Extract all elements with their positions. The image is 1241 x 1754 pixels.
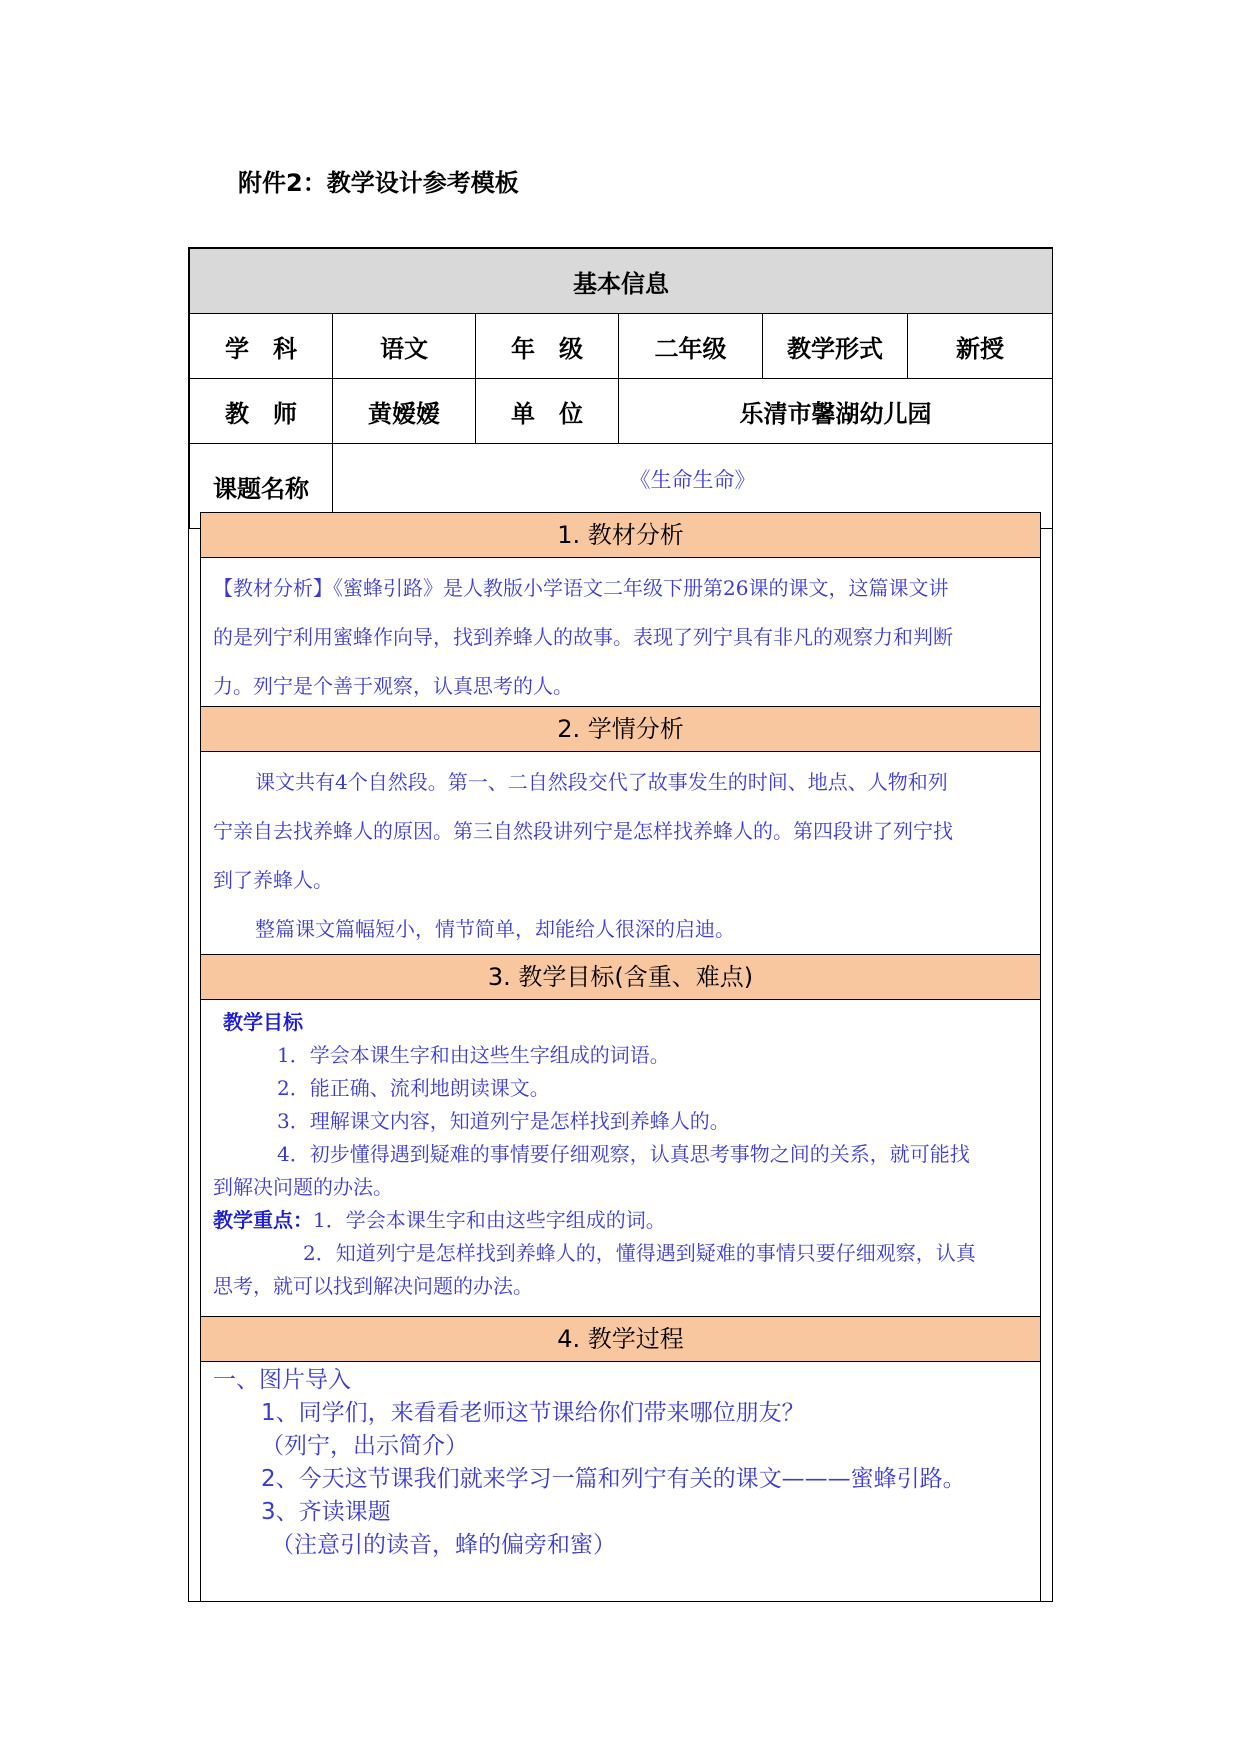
text-line: 力。列宁是个善于观察，认真思考的人。 <box>213 674 573 698</box>
goal-item-continued: 到解决问题的办法。 <box>213 1175 393 1199</box>
process-step: 2、今天这节课我们就来学习一篇和列宁有关的课文———蜜蜂引路。 <box>261 1466 966 1492</box>
section-header-student-analysis: 2. 学情分析 <box>201 706 1040 752</box>
goals-label: 教学目标 <box>223 1010 303 1034</box>
text-line: 整篇课文篇幅短小，情节简单，却能给人很深的启迪。 <box>255 917 735 941</box>
topic-label: 课题名称 <box>190 444 333 529</box>
section-header-teaching-process: 4. 教学过程 <box>201 1316 1040 1362</box>
unit-value: 乐清市馨湖幼儿园 <box>619 379 1053 444</box>
subject-label: 学 科 <box>190 314 333 379</box>
goal-item: 3．理解课文内容，知道列宁是怎样找到养蜂人的。 <box>277 1109 730 1133</box>
process-step: 1、同学们，来看看老师这节课给你们带来哪位朋友？ <box>261 1400 805 1426</box>
sections-container <box>200 512 1041 1602</box>
section-header-teaching-goals: 3. 教学目标(含重、难点) <box>201 954 1040 1000</box>
teaching-goals-text <box>213 1006 1028 1303</box>
text-line: 到了养蜂人。 <box>213 868 333 892</box>
goal-item: 1．学会本课生字和由这些生字组成的词语。 <box>277 1043 670 1067</box>
key-points-label: 教学重点： <box>213 1208 313 1232</box>
text-line: 宁亲自去找养蜂人的原因。第三自然段讲列宁是怎样找养蜂人的。第四段讲了列宁找 <box>213 819 953 843</box>
subject-value: 语文 <box>333 314 476 379</box>
key-item-continued: 思考，就可以找到解决问题的办法。 <box>213 1274 533 1298</box>
key-item: 1．学会本课生字和由这些字组成的词。 <box>313 1208 666 1232</box>
section-header-material-analysis: 1. 教材分析 <box>201 512 1040 558</box>
material-analysis-text <box>213 564 1028 711</box>
lesson-plan-table <box>188 247 1053 1602</box>
key-item: 2．知道列宁是怎样找到养蜂人的，懂得遇到疑难的事情只要仔细观察，认真 <box>303 1241 976 1265</box>
grade-label: 年 级 <box>476 314 619 379</box>
text-line: 课文共有4个自然段。第一、二自然段交代了故事发生的时间、地点、人物和列 <box>255 770 948 794</box>
process-step: （列宁，出示简介） <box>261 1433 468 1459</box>
unit-label: 单 位 <box>476 379 619 444</box>
teacher-value: 黄嫒嫒 <box>333 379 476 444</box>
process-step: （注意引的读音，蜂的偏旁和蜜） <box>271 1532 616 1558</box>
grade-value: 二年级 <box>619 314 763 379</box>
goal-item: 4．初步懂得遇到疑难的事情要仔细观察，认真思考事物之间的关系，就可能找 <box>277 1142 970 1166</box>
topic-value: 《生命生命》 <box>333 444 1053 529</box>
basic-info-header: 基本信息 <box>190 249 1053 314</box>
teacher-label: 教 师 <box>190 379 333 444</box>
text-line: 【教材分析】《蜜蜂引路》是人教版小学语文二年级下册第26课的课文，这篇课文讲 <box>213 576 949 600</box>
form-label: 教学形式 <box>763 314 908 379</box>
document-title: 附件2：教学设计参考模板 <box>238 169 519 197</box>
basic-info-table <box>189 248 1053 529</box>
process-step: 3、齐读课题 <box>261 1499 391 1525</box>
process-step: 一、图片导入 <box>213 1367 351 1393</box>
teaching-process-text <box>213 1364 1028 1562</box>
form-value: 新授 <box>908 314 1053 379</box>
goal-item: 2．能正确、流利地朗读课文。 <box>277 1076 550 1100</box>
key-points-line <box>213 1204 1028 1237</box>
student-analysis-text <box>213 758 1028 954</box>
text-line: 的是列宁利用蜜蜂作向导，找到养蜂人的故事。表现了列宁具有非凡的观察力和判断 <box>213 625 953 649</box>
